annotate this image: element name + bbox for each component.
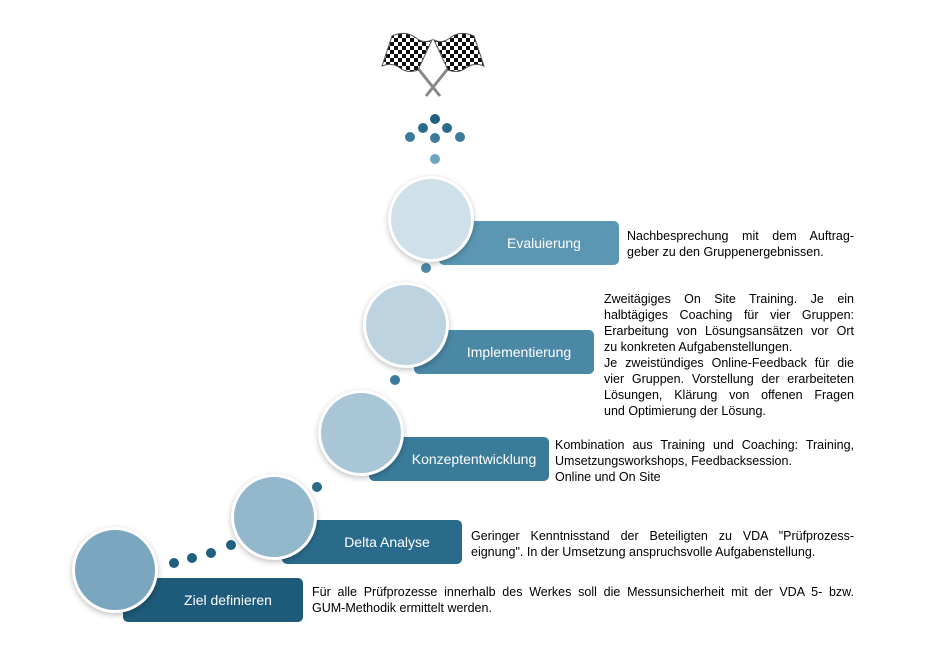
- desc-line: Je zweistündiges Online-Feedback für die: [604, 356, 854, 370]
- desc-line: geber zu den Gruppenergebnissen.: [627, 245, 824, 259]
- arrow-dot: [418, 123, 428, 133]
- arrow-dot: [442, 123, 452, 133]
- step-description: [555, 437, 854, 485]
- step-circle: [318, 390, 404, 476]
- desc-line: vier Gruppen. Vorstellung der erarbeiteten: [604, 372, 854, 386]
- step-label: Evaluierung: [507, 235, 581, 251]
- connector-dot: [187, 553, 197, 563]
- step-circle: [72, 527, 158, 613]
- step-label: Delta Analyse: [344, 534, 430, 550]
- desc-line: Online und On Site: [555, 470, 661, 484]
- step-label: Konzeptentwicklung: [411, 451, 537, 467]
- desc-line: Lösungen, Klärung von offenen Fragen: [604, 388, 854, 402]
- arrow-dot: [430, 133, 440, 143]
- step-description: [471, 528, 854, 560]
- desc-line: GUM-Methodik ermittelt werden.: [312, 601, 492, 615]
- desc-line: Nachbesprechung mit dem Auftrag-: [627, 229, 854, 243]
- arrow-dot: [430, 114, 440, 124]
- connector-dot: [421, 263, 431, 273]
- desc-line: Geringer Kenntnisstand der Beteiligten zu VDA "Prüfprozess-: [471, 529, 854, 543]
- arrow-dot: [455, 132, 465, 142]
- desc-line: Für alle Prüfprozesse innerhalb des Werkes soll die Messunsicherheit mit der VDA 5- bzw.: [312, 585, 854, 599]
- step-description: [312, 584, 854, 616]
- step-description: [604, 291, 854, 419]
- desc-line: und Optimierung der Lösung.: [604, 404, 766, 418]
- desc-line: Kombination aus Training und Coaching: Training,: [555, 438, 854, 452]
- connector-dot: [169, 558, 179, 568]
- desc-line: Zweitägiges On Site Training. Je ein: [604, 292, 854, 306]
- arrow-dot: [430, 154, 440, 164]
- connector-dot: [226, 540, 236, 550]
- desc-line: eignung". In der Umsetzung anspruchsvolle Aufgabenstellung.: [471, 545, 816, 559]
- desc-line: halbtägiges Coaching für vier Gruppen:: [604, 308, 854, 322]
- step-circle: [231, 474, 317, 560]
- connector-dot: [206, 548, 216, 558]
- desc-line: Umsetzungsworkshops, Feedbacksession.: [555, 454, 792, 468]
- arrow-dot: [405, 132, 415, 142]
- step-label: Ziel definieren: [184, 592, 272, 608]
- connector-dot: [312, 482, 322, 492]
- step-circle: [388, 176, 474, 262]
- step-circle: [363, 282, 449, 368]
- desc-line: Erarbeitung von Lösungsansätzen vor Ort: [604, 324, 854, 338]
- desc-line: zu konkreten Aufgabenstellungen.: [604, 340, 793, 354]
- step-label: Implementierung: [466, 344, 572, 360]
- connector-dot: [390, 375, 400, 385]
- checkered-flags-icon: [378, 30, 488, 102]
- step-description: [627, 228, 854, 260]
